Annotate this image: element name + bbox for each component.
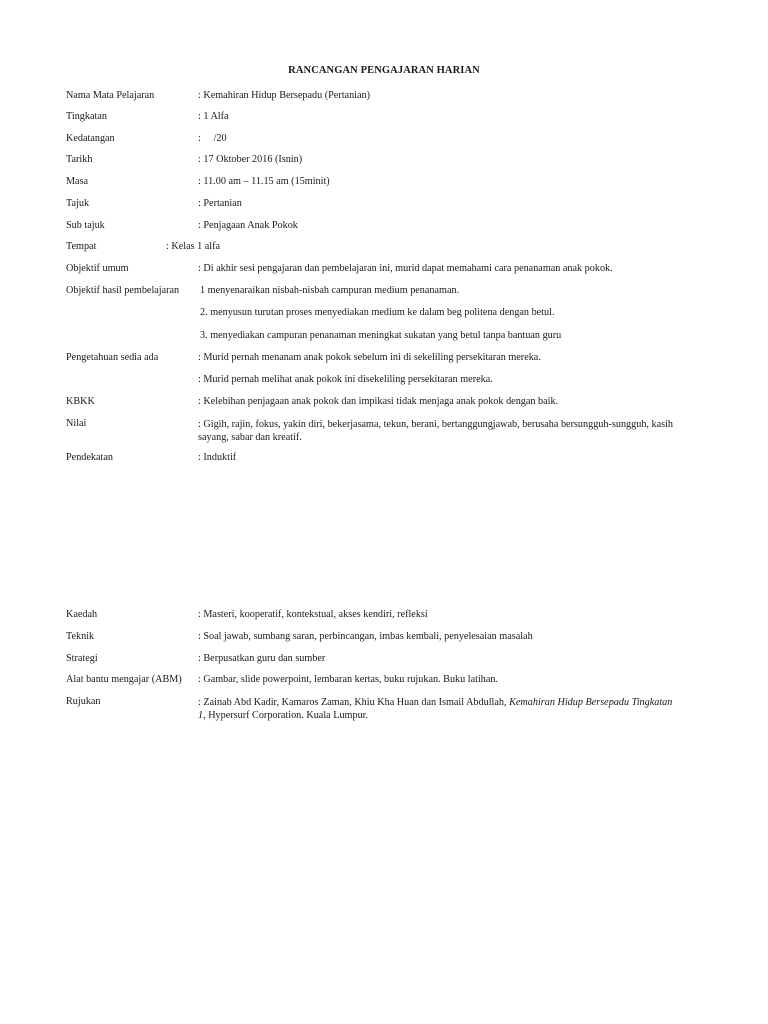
rujukan-authors: : Zainab Abd Kadir, Kamaros Zaman, Khiu Kha Huan dan Ismail Abdullah, [198,697,510,708]
value-rujukan [198,696,673,722]
label-kaedah: Kaedah [66,609,98,620]
label-abm: Alat bantu mengajar (ABM) [66,674,182,685]
label-kedatangan: Kedatangan [66,133,115,144]
value-sub-tajuk: : Penjagaan Anak Pokok [198,220,298,231]
label-rujukan: Rujukan [66,696,101,707]
pengetahuan-item: : Murid pernah melihat anak pokok ini disekeliling persekitaran mereka. [198,374,493,385]
value-kbkk: : Kelebihan penjagaan anak pokok dan impikasi tidak menjaga anak pokok dengan baik. [198,396,559,407]
label-nilai: Nilai [66,418,87,429]
value-masa: : 11.00 am – 11.15 am (15minit) [198,176,330,187]
value-nilai: : Gigih, rajin, fokus, yakin diri, bekerjasama, tekun, berani, bertanggungjawab, berusaha bersungguh-sungguh, kasih sayang, sabar dan kreatif. [198,419,674,443]
label-sub-tajuk: Sub tajuk [66,220,105,231]
label-strategi: Strategi [66,653,98,664]
value-abm: : Gambar, slide powerpoint, lembaran kertas, buku rujukan. Buku latihan. [198,674,499,685]
label-tajuk: Tajuk [66,198,90,209]
label-objektif-hasil: Objektif hasil pembelajaran [66,285,180,296]
page-title: RANCANGAN PENGAJARAN HARIAN [288,65,480,76]
label-teknik: Teknik [66,631,95,642]
label-tingkatan: Tingkatan [66,111,107,122]
label-tempat: Tempat [66,241,97,252]
value-tempat: : Kelas 1 alfa [166,241,221,252]
pengetahuan-item: : Murid pernah menanam anak pokok sebelum ini di sekeliling persekitaran mereka. [198,352,541,363]
value-kaedah: : Masteri, kooperatif, kontekstual, akses kendiri, refleksi [198,609,428,620]
label-kbkk: KBKK [66,396,95,407]
value-teknik: : Soal jawab, sumbang saran, perbincangan, imbas kembali, penyelesaian masalah [198,631,533,642]
value-pendekatan: : Induktif [198,452,237,463]
label-tarikh: Tarikh [66,154,93,165]
objektif-item: 1 menyenaraikan nisbah-nisbah campuran medium penanaman. [200,285,460,296]
objektif-item: 2. menyusun turutan proses menyediakan medium ke dalam beg politena dengan betul. [200,307,555,318]
value-tajuk: : Pertanian [198,198,242,209]
rujukan-book-title: Kemahiran Hidup Bersepadu Tingkatan 1 [198,697,673,721]
value-strategi: : Berpusatkan guru dan sumber [198,653,326,664]
label-mata-pelajaran: Nama Mata Pelajaran [66,90,155,101]
value-tingkatan: : 1 Alfa [198,111,229,122]
label-pengetahuan: Pengetahuan sedia ada [66,352,159,363]
value-mata-pelajaran: : Kemahiran Hidup Bersepadu (Pertanian) [198,90,370,101]
objektif-item: 3. menyediakan campuran penanaman meningkat sukatan yang betul tanpa bantuan guru [200,330,562,341]
label-objektif-umum: Objektif umum [66,263,129,274]
rujukan-publisher: , Hypersurf Corporation. Kuala Lumpur. [203,710,369,721]
value-tarikh: : 17 Oktober 2016 (Isnin) [198,154,303,165]
value-objektif-umum: : Di akhir sesi pengajaran dan pembelajaran ini, murid dapat memahami cara penanaman anak pokok. [198,263,613,274]
value-kedatangan: : /20 [198,133,227,144]
label-masa: Masa [66,176,89,187]
label-pendekatan: Pendekatan [66,452,113,463]
